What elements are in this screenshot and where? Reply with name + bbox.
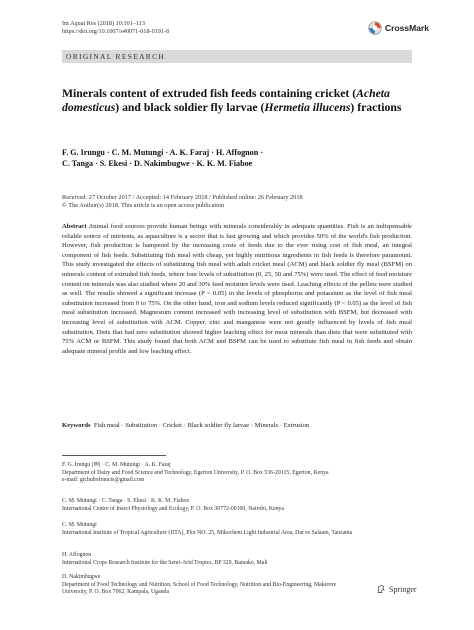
- paper-title: [62, 87, 412, 115]
- affiliation-email[interactable]: e-mail: gichuhofrancis@gmail.com: [62, 477, 145, 483]
- affiliation-names: D. Nakimbugwe: [62, 574, 101, 580]
- publication-dates: Received: 27 October 2017 / Accepted: 14 February 2018 / Published online: 26 February 2018: [62, 194, 303, 201]
- affiliation-names: H. Affognon: [62, 552, 92, 558]
- affiliation-4: [62, 552, 412, 567]
- affiliation-names: C. M. Mutungi: [62, 522, 97, 528]
- crossmark-badge[interactable]: [368, 20, 438, 36]
- affiliation-address: International Centre of Insect Physiology and Ecology, P. O. Box 30772-00100, Nairobi, Kenya: [62, 505, 284, 512]
- keywords: [62, 421, 412, 430]
- title-species-bsf: Hermetia illucens: [264, 101, 351, 114]
- affiliation-address: Department of Food Technology and Nutrition, School of Food Technology, Nutrition and Bio-Engineering, Makerere University, P. O. Box 7062, Kampala, Uganda: [62, 581, 337, 595]
- keywords-heading: Keywords: [62, 422, 91, 429]
- title-part-1: Minerals content of extruded fish feeds containing cricket (: [62, 87, 357, 100]
- crossmark-icon: [368, 21, 382, 35]
- affiliation-3: [62, 522, 412, 537]
- abstract: [62, 222, 412, 356]
- affiliation-5: [62, 574, 362, 597]
- affiliation-address: Department of Dairy and Food Science and Technology, Egerton University, P. O. Box 536-20115, Egerton, Kenya: [62, 469, 329, 476]
- affiliation-1: [62, 462, 412, 485]
- springer-horse-icon: [376, 584, 386, 594]
- keywords-text: Fish meal · Substitution · Cricket · Black soldier fly larvae · Minerals · Extrusion: [93, 422, 310, 429]
- publisher-logo: [376, 584, 417, 594]
- authors-line-1: F. G. Irungu · C. M. Mutungi · A. K. Faraj · H. Affognon ·: [62, 148, 263, 157]
- journal-doi[interactable]: https://doi.org/10.1007/s40071-018-0191-8: [62, 28, 170, 35]
- crossmark-label: CrossMark: [385, 23, 429, 33]
- affiliation-address: International Institute of Tropical Agriculture (IITA), Plot NO. 25, Mikocheni Light Industrial Area, Dar es Salaam, Tanzania: [62, 529, 353, 536]
- affiliation-names: F. G. Irungu (✉) · C. M. Mutungi · A. K. Faraj: [62, 462, 171, 468]
- affiliation-names: C. M. Mutungi · C. Tanga · S. Ekesi · K. K. M. Fiaboe: [62, 498, 190, 504]
- title-part-2: ) and black soldier fly larvae (: [115, 101, 265, 114]
- footnote-divider: [62, 455, 166, 456]
- affiliation-2: [62, 498, 412, 513]
- title-part-3: ) fractions: [350, 101, 402, 114]
- journal-citation: Int Aquat Res (2018) 10:101–113: [62, 20, 145, 27]
- author-list: [62, 147, 412, 169]
- section-label: ORIGINAL RESEARCH: [66, 52, 166, 61]
- affiliation-address: International Crops Research Institute for the Semi-Arid Tropics, BP 320, Bamako, Mali: [62, 559, 268, 566]
- abstract-heading: Abstract: [62, 223, 87, 230]
- abstract-text: Animal food sources provide human beings with minerals considerably in adequate quantities. Fish is an indispensable reliable source of nutrients, as aquaculture is a sector that is fast growing and which provides 50% of the world's fish production. However, fish production is hampered by the increasing costs of feeds due to the ever rising cost of fish meal, an integral component of fish feeds. Substituting fish meal with cheap, yet highly nutritious ingredients in fish feeds is therefore paramount. This study investigated the effects of substituting fish meal with adult cricket meal (ACM) and black soldier fly meal (BSFM) on minerals content of extruded fish feeds, where four levels of substitution (0, 25, 50 and 75%) were used. The effect of feed moisture content on minerals was also studied where 20 and 30% feed moisture levels were used. Leaching effects of the pellets were studied as well. The results showed a significant increase (P < 0.05) in the levels of phosphorus and potassium as the level of fish meal substitution increased from 0 to 75%. On the other hand, iron and sodium levels reduced significantly (P < 0.05) as the level of fish meal substitution increased. Magnesium content increased with increasing level of substitution with BSFM, but decreased with increasing level of substitution with ACM. Copper, zinc and manganese were not greatly influenced by levels of fish meal substitution. Diets that had zero substitution showed higher leaching effect for most minerals than diets that were substituted with 75% ACM or BSFM. This study found that both ACM and BSFM can be used to substitute fish meal in fish feeds and obtain adequate mineral profile and low leaching effect.: [62, 223, 412, 355]
- authors-line-2: C. Tanga · S. Ekesi · D. Nakimbugwe · K. K. M. Fiaboe: [62, 159, 253, 168]
- springer-label: Springer: [389, 584, 417, 594]
- title-species-cricket: Acheta domesticus: [62, 87, 390, 114]
- copyright-notice: © The Author(s) 2018. This article is an open access publication: [62, 202, 225, 209]
